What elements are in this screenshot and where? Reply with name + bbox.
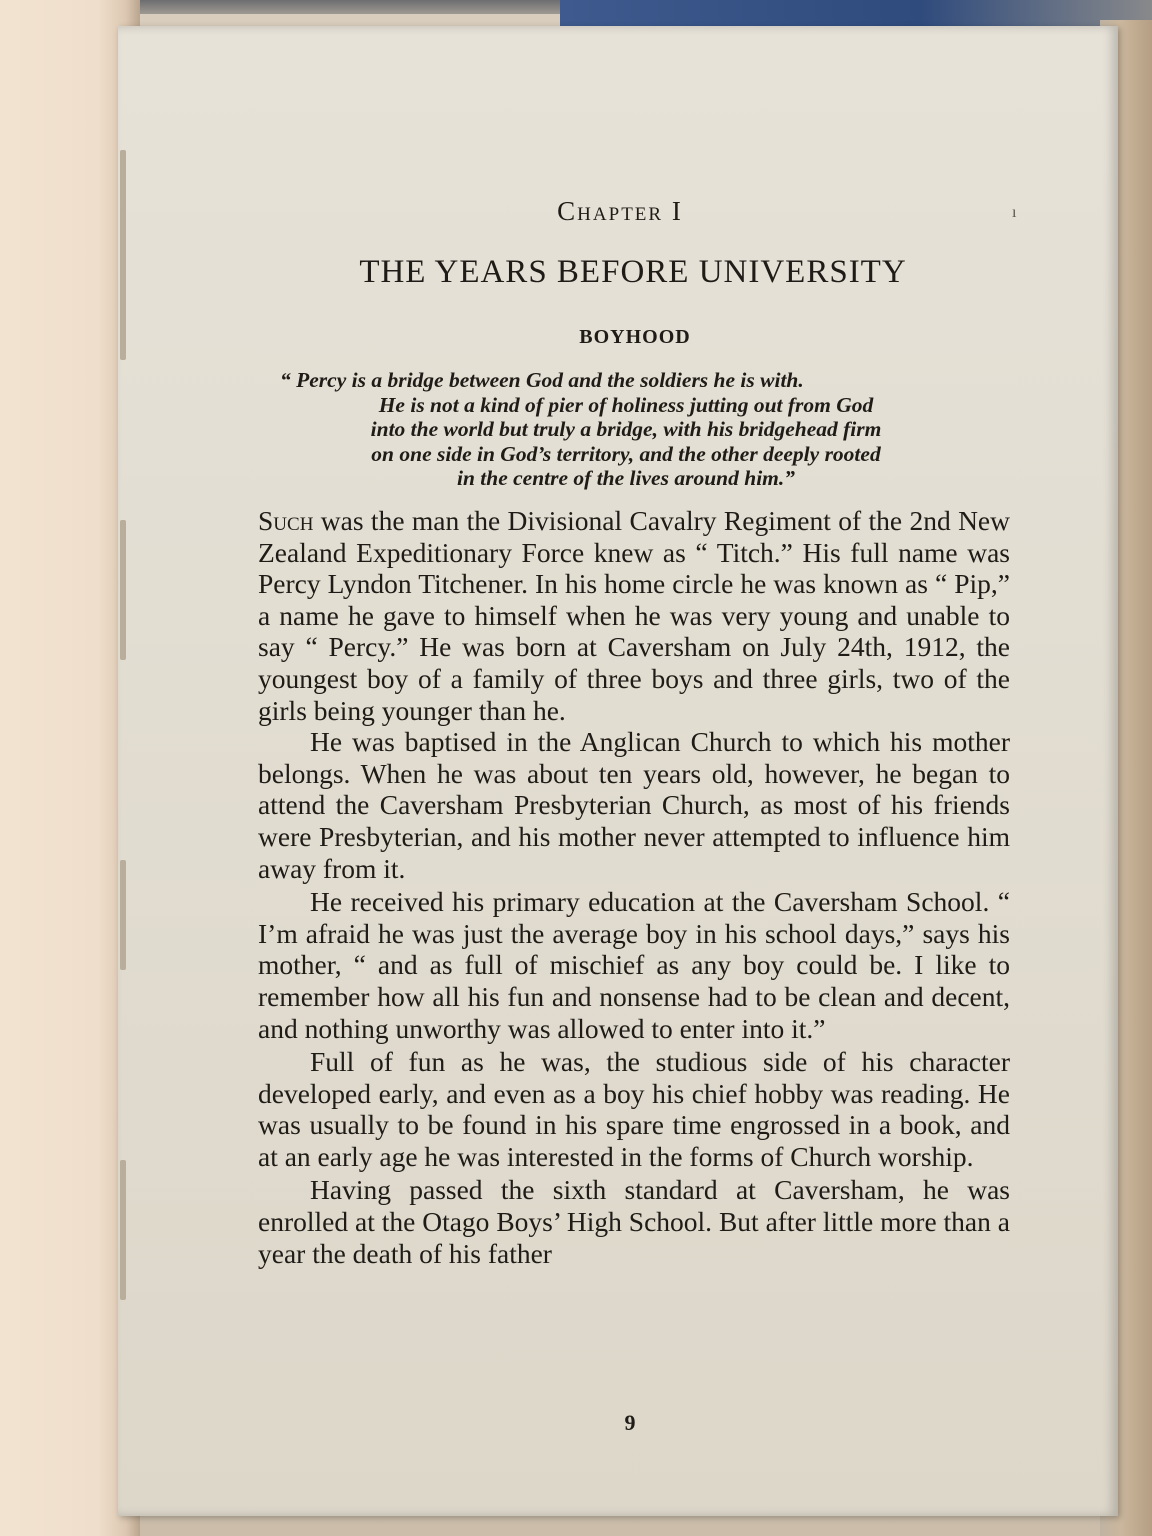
epigraph-line: into the world but truly a bridge, with his bridgehead firm <box>370 417 882 441</box>
paragraph: He received his primary education at the Caversham School. “ I’m afraid he was just the average boy in his school days,” says his mother, “ and as full of mischief as any boy could be. I like to remember how all his fun and nonsense had to be clean and decent, and nothing unworthy was allowed to enter into it.” <box>258 886 1010 1044</box>
epigraph-line: He is not a kind of pier of holiness jutting out from God <box>378 392 874 417</box>
paragraph <box>258 505 1010 726</box>
epigraph-line: on one side in God’s territory, and the other deeply rooted <box>371 441 881 466</box>
epigraph-line: “ Percy is a bridge between God and the soldiers he is with. <box>280 368 804 392</box>
paragraph: Full of fun as he was, the studious side of his character developed early, and even as a boy his chief hobby was reading. He was usually to be found in his spare time engrossed in a book, and at an early age he was interested in the forms of Church worship. <box>258 1046 1010 1172</box>
binding-stitch <box>120 860 126 970</box>
paragraph-text: was the man the Divisional Cavalry Regiment of the 2nd New Zealand Expeditionary Force knew as “ Titch.” His full name was Percy Lyndon Titchener. In his home circle he was known as “ Pip,” a name he gave to himself when he was very young and unable to say “ Percy.” He was born at Caversham on July 24th, 1912, the youngest boy of a family of three boys and three girls, two of the girls being younger than he. <box>258 505 1010 726</box>
paragraph: Having passed the sixth standard at Caversham, he was enrolled at the Otago Boys’ High School. But after little more than a year the death of his father <box>258 1174 1010 1269</box>
chapter-label: Chapter I <box>557 196 683 226</box>
lead-word: Such <box>258 505 314 536</box>
chapter-title: THE YEARS BEFORE UNIVERSITY <box>359 254 907 290</box>
epigraph <box>276 368 976 491</box>
section-heading: BOYHOOD <box>579 326 691 348</box>
body-text <box>258 505 1010 1269</box>
epigraph-line: in the centre of the lives around him.” <box>456 466 796 490</box>
paragraph: He was baptised in the Anglican Church to which his mother belongs. When he was about ten years old, however, he began to attend the Caversham Presbyterian Church, as most of his friends were Presbyterian, and his mother never attempted to influence him away from it. <box>258 726 1010 884</box>
page-number: 9 <box>624 1410 636 1435</box>
binding-stitch <box>120 1160 126 1300</box>
margin-mark: ı <box>1012 204 1017 221</box>
binding-stitch <box>120 150 126 360</box>
binding-stitch <box>120 520 126 660</box>
